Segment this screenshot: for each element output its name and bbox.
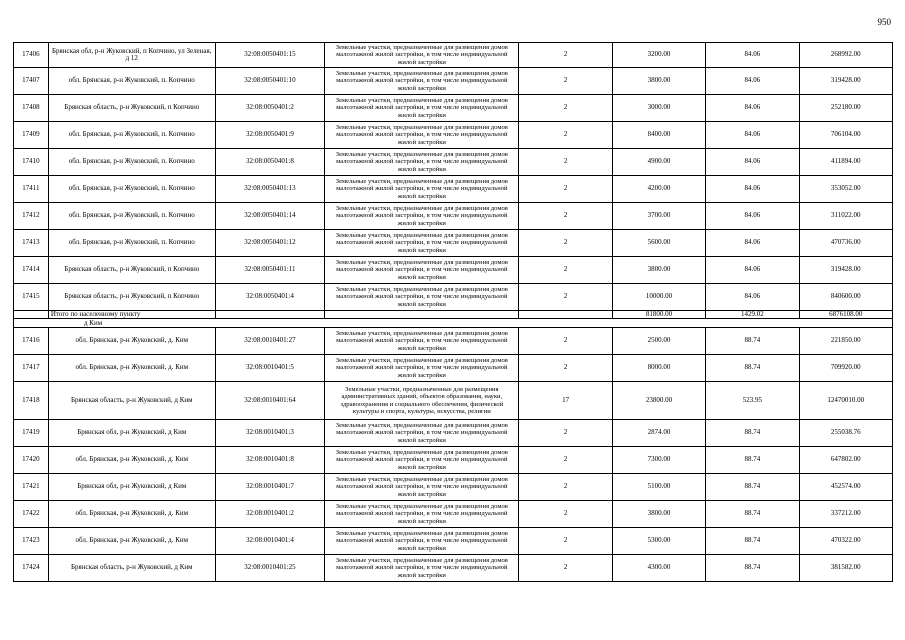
row-group: 2 bbox=[519, 68, 612, 95]
row-group: 2 bbox=[519, 355, 612, 382]
row-number: 17424 bbox=[14, 555, 49, 582]
row-address: Брянская область, р-н Жуковский, д Ким bbox=[48, 555, 215, 582]
table-total-section bbox=[14, 311, 893, 328]
row-cadastral-number: 32:08:0050401:9 bbox=[215, 122, 325, 149]
row-cadastral-value: 311022.00 bbox=[799, 203, 892, 230]
row-group: 2 bbox=[519, 474, 612, 501]
row-number: 17419 bbox=[14, 420, 49, 447]
row-area: 4200.00 bbox=[612, 176, 705, 203]
row-rate: 84.06 bbox=[706, 284, 799, 311]
table-row bbox=[14, 122, 893, 149]
table-row bbox=[14, 284, 893, 311]
row-cadastral-number: 32:08:0010401:3 bbox=[215, 420, 325, 447]
row-number: 17422 bbox=[14, 501, 49, 528]
row-number: 17409 bbox=[14, 122, 49, 149]
row-address: обл. Брянская, р-н Жуковский, п. Копчино bbox=[48, 149, 215, 176]
row-rate: 84.06 bbox=[706, 203, 799, 230]
row-land-purpose: Земельные участки, предназначенные для размещения домов малоэтажной жилой застройки, в том числе индивидуальной жилой застройки bbox=[325, 528, 519, 555]
row-land-purpose: Земельные участки, предназначенные для размещения домов малоэтажной жилой застройки, в том числе индивидуальной жилой застройки bbox=[325, 501, 519, 528]
row-cadastral-number: 32:08:0010401:7 bbox=[215, 474, 325, 501]
row-address: Брянская область, р-н Жуковский, п Копчино bbox=[48, 284, 215, 311]
row-group: 2 bbox=[519, 555, 612, 582]
row-cadastral-number: 32:08:0010401:64 bbox=[215, 382, 325, 420]
table-row bbox=[14, 149, 893, 176]
row-cadastral-value: 381582.00 bbox=[799, 555, 892, 582]
row-cadastral-number: 32:08:0050401:11 bbox=[215, 257, 325, 284]
row-address: обл. Брянская, р-н Жуковский, п. Копчино bbox=[48, 122, 215, 149]
row-cadastral-number: 32:08:0010401:4 bbox=[215, 528, 325, 555]
row-group: 2 bbox=[519, 149, 612, 176]
total-rate: 1429.02 bbox=[706, 311, 799, 319]
row-address: обл. Брянская, р-н Жуковский, д. Ким bbox=[48, 501, 215, 528]
row-rate: 88.74 bbox=[706, 474, 799, 501]
row-land-purpose: Земельные участки, предназначенные для размещения домов малоэтажной жилой застройки, в том числе индивидуальной жилой застройки bbox=[325, 257, 519, 284]
row-number: 17420 bbox=[14, 447, 49, 474]
row-group: 2 bbox=[519, 257, 612, 284]
row-rate: 84.06 bbox=[706, 257, 799, 284]
row-number: 17411 bbox=[14, 176, 49, 203]
row-address: обл. Брянская, р-н Жуковский, п. Копчино bbox=[48, 68, 215, 95]
row-cadastral-number: 32:08:0050401:8 bbox=[215, 149, 325, 176]
row-rate: 84.06 bbox=[706, 43, 799, 68]
row-cadastral-value: 470322.00 bbox=[799, 528, 892, 555]
row-number: 17423 bbox=[14, 528, 49, 555]
total-value: 6876108.00 bbox=[799, 311, 892, 319]
row-group: 2 bbox=[519, 122, 612, 149]
row-land-purpose: Земельные участки, предназначенные для размещения домов малоэтажной жилой застройки, в том числе индивидуальной жилой застройки bbox=[325, 284, 519, 311]
locality-name: д Ким bbox=[14, 319, 893, 328]
row-address: обл. Брянская, р-н Жуковский, п. Копчино bbox=[48, 176, 215, 203]
row-cadastral-value: 840600.00 bbox=[799, 284, 892, 311]
row-cadastral-number: 32:08:0050401:13 bbox=[215, 176, 325, 203]
row-cadastral-value: 411894.00 bbox=[799, 149, 892, 176]
row-number: 17415 bbox=[14, 284, 49, 311]
row-address: обл. Брянская, р-н Жуковский, п. Копчино bbox=[48, 230, 215, 257]
row-land-purpose: Земельные участки, предназначенные для размещения домов малоэтажной жилой застройки, в том числе индивидуальной жилой застройки bbox=[325, 68, 519, 95]
row-cadastral-value: 470736.00 bbox=[799, 230, 892, 257]
row-area: 8400.00 bbox=[612, 122, 705, 149]
row-cadastral-value: 319428.00 bbox=[799, 68, 892, 95]
row-group: 2 bbox=[519, 176, 612, 203]
row-rate: 84.06 bbox=[706, 122, 799, 149]
row-rate: 84.06 bbox=[706, 68, 799, 95]
row-cadastral-value: 353052.00 bbox=[799, 176, 892, 203]
table-row bbox=[14, 355, 893, 382]
row-number: 17410 bbox=[14, 149, 49, 176]
row-area: 23800.00 bbox=[612, 382, 705, 420]
row-rate: 84.06 bbox=[706, 176, 799, 203]
row-address: Брянская область, р-н Жуковский, п Копчино bbox=[48, 257, 215, 284]
total-empty-group bbox=[519, 311, 612, 319]
row-cadastral-number: 32:08:0050401:4 bbox=[215, 284, 325, 311]
row-address: Брянская область, р-н Жуковский, п Копчино bbox=[48, 95, 215, 122]
land-register-table bbox=[13, 42, 893, 582]
row-area: 3700.00 bbox=[612, 203, 705, 230]
row-area: 2500.00 bbox=[612, 328, 705, 355]
row-address: обл. Брянская, р-н Жуковский, д. Ким bbox=[48, 328, 215, 355]
row-number: 17408 bbox=[14, 95, 49, 122]
row-group: 2 bbox=[519, 284, 612, 311]
row-cadastral-number: 32:08:0050401:2 bbox=[215, 95, 325, 122]
row-address: Брянская обл, р-н Жуковский, д Ким bbox=[48, 420, 215, 447]
row-group: 2 bbox=[519, 203, 612, 230]
table-row bbox=[14, 230, 893, 257]
row-cadastral-value: 252180.00 bbox=[799, 95, 892, 122]
row-cadastral-number: 32:08:0010401:25 bbox=[215, 555, 325, 582]
row-cadastral-value: 452574.00 bbox=[799, 474, 892, 501]
row-rate: 88.74 bbox=[706, 501, 799, 528]
row-rate: 84.06 bbox=[706, 149, 799, 176]
row-area: 8000.00 bbox=[612, 355, 705, 382]
row-land-purpose: Земельные участки, предназначенные для размещения домов малоэтажной жилой застройки, в том числе индивидуальной жилой застройки bbox=[325, 328, 519, 355]
total-empty-num bbox=[14, 311, 49, 319]
row-number: 17406 bbox=[14, 43, 49, 68]
row-group: 2 bbox=[519, 420, 612, 447]
row-cadastral-number: 32:08:0050401:12 bbox=[215, 230, 325, 257]
row-number: 17413 bbox=[14, 230, 49, 257]
table-body-part2 bbox=[14, 328, 893, 582]
row-land-purpose: Земельные участки, предназначенные для размещения домов малоэтажной жилой застройки, в том числе индивидуальной жилой застройки bbox=[325, 176, 519, 203]
row-address: обл. Брянская, р-н Жуковский, д. Ким bbox=[48, 528, 215, 555]
row-land-purpose: Земельные участки, предназначенные для размещения домов малоэтажной жилой застройки, в том числе индивидуальной жилой застройки bbox=[325, 122, 519, 149]
row-area: 4900.00 bbox=[612, 149, 705, 176]
row-cadastral-value: 319428.00 bbox=[799, 257, 892, 284]
row-land-purpose: Земельные участки, предназначенные для размещения домов малоэтажной жилой застройки, в том числе индивидуальной жилой застройки bbox=[325, 474, 519, 501]
row-area: 3800.00 bbox=[612, 257, 705, 284]
row-cadastral-number: 32:08:0010401:5 bbox=[215, 355, 325, 382]
table-row bbox=[14, 257, 893, 284]
row-address: Брянская обл, р-н Жуковский, п Копчино, ул Зеленая, д 12 bbox=[48, 43, 215, 68]
row-rate: 88.74 bbox=[706, 447, 799, 474]
row-area: 2874.00 bbox=[612, 420, 705, 447]
row-address: обл. Брянская, р-н Жуковский, п. Копчино bbox=[48, 203, 215, 230]
total-row bbox=[14, 311, 893, 319]
total-area: 81800.00 bbox=[612, 311, 705, 319]
row-number: 17417 bbox=[14, 355, 49, 382]
table-row bbox=[14, 68, 893, 95]
row-group: 2 bbox=[519, 43, 612, 68]
table-row bbox=[14, 555, 893, 582]
row-number: 17418 bbox=[14, 382, 49, 420]
row-area: 4300.00 bbox=[612, 555, 705, 582]
row-area: 7300.00 bbox=[612, 447, 705, 474]
row-cadastral-number: 32:08:0010401:8 bbox=[215, 447, 325, 474]
row-cadastral-number: 32:08:0050401:10 bbox=[215, 68, 325, 95]
row-land-purpose: Земельные участки, предназначенные для размещения домов малоэтажной жилой застройки, в том числе индивидуальной жилой застройки bbox=[325, 355, 519, 382]
table-row bbox=[14, 328, 893, 355]
table-row bbox=[14, 43, 893, 68]
row-area: 3800.00 bbox=[612, 501, 705, 528]
row-land-purpose: Земельные участки, предназначенные для размещения домов малоэтажной жилой застройки, в том числе индивидуальной жилой застройки bbox=[325, 95, 519, 122]
row-number: 17416 bbox=[14, 328, 49, 355]
row-rate: 84.06 bbox=[706, 95, 799, 122]
page-number: 950 bbox=[877, 17, 891, 27]
total-empty-purpose bbox=[325, 311, 519, 319]
row-number: 17412 bbox=[14, 203, 49, 230]
row-address: Брянская область, р-н Жуковский, д Ким bbox=[48, 382, 215, 420]
total-label: Итого по населенному пункту bbox=[48, 311, 215, 319]
row-land-purpose: Земельные участки, предназначенные для размещения домов малоэтажной жилой застройки, в том числе индивидуальной жилой застройки bbox=[325, 203, 519, 230]
row-cadastral-value: 647802.00 bbox=[799, 447, 892, 474]
table-row bbox=[14, 447, 893, 474]
row-area: 3200.00 bbox=[612, 43, 705, 68]
table-row bbox=[14, 420, 893, 447]
row-rate: 88.74 bbox=[706, 528, 799, 555]
row-area: 5600.00 bbox=[612, 230, 705, 257]
row-area: 5100.00 bbox=[612, 474, 705, 501]
row-land-purpose: Земельные участки, предназначенные для размещения домов малоэтажной жилой застройки, в том числе индивидуальной жилой застройки bbox=[325, 149, 519, 176]
row-group: 17 bbox=[519, 382, 612, 420]
row-rate: 88.74 bbox=[706, 355, 799, 382]
row-land-purpose: Земельные участки, предназначенные для размещения административных зданий, объектов образования, науки, здравоохранения и социального обеспечения, физической культуры и спорта, культуры, искусства, религии bbox=[325, 382, 519, 420]
row-number: 17414 bbox=[14, 257, 49, 284]
table-row bbox=[14, 176, 893, 203]
row-rate: 84.06 bbox=[706, 230, 799, 257]
row-number: 17407 bbox=[14, 68, 49, 95]
row-land-purpose: Земельные участки, предназначенные для размещения домов малоэтажной жилой застройки, в том числе индивидуальной жилой застройки bbox=[325, 447, 519, 474]
row-group: 2 bbox=[519, 328, 612, 355]
table-row bbox=[14, 474, 893, 501]
row-group: 2 bbox=[519, 501, 612, 528]
row-group: 2 bbox=[519, 230, 612, 257]
table-row bbox=[14, 382, 893, 420]
row-group: 2 bbox=[519, 528, 612, 555]
row-cadastral-value: 12470010.00 bbox=[799, 382, 892, 420]
row-group: 2 bbox=[519, 95, 612, 122]
total-empty-cadastral bbox=[215, 311, 325, 319]
table-row bbox=[14, 501, 893, 528]
row-cadastral-number: 32:08:0050401:14 bbox=[215, 203, 325, 230]
row-cadastral-value: 337212.00 bbox=[799, 501, 892, 528]
row-land-purpose: Земельные участки, предназначенные для размещения домов малоэтажной жилой застройки, в том числе индивидуальной жилой застройки bbox=[325, 230, 519, 257]
table-body-part1 bbox=[14, 43, 893, 311]
row-rate: 523.95 bbox=[706, 382, 799, 420]
row-cadastral-value: 255038.76 bbox=[799, 420, 892, 447]
row-rate: 88.74 bbox=[706, 555, 799, 582]
row-cadastral-number: 32:08:0050401:15 bbox=[215, 43, 325, 68]
row-address: обл. Брянская, р-н Жуковский, д. Ким bbox=[48, 355, 215, 382]
locality-row bbox=[14, 319, 893, 328]
row-area: 3000.00 bbox=[612, 95, 705, 122]
row-cadastral-value: 268992.00 bbox=[799, 43, 892, 68]
row-area: 5300.00 bbox=[612, 528, 705, 555]
row-cadastral-number: 32:08:0010401:27 bbox=[215, 328, 325, 355]
row-cadastral-value: 706104.00 bbox=[799, 122, 892, 149]
table-row bbox=[14, 528, 893, 555]
row-address: Брянская обл, р-н Жуковский, д Ким bbox=[48, 474, 215, 501]
row-area: 3800.00 bbox=[612, 68, 705, 95]
row-rate: 88.74 bbox=[706, 328, 799, 355]
table-row bbox=[14, 95, 893, 122]
row-cadastral-value: 221850.00 bbox=[799, 328, 892, 355]
row-address: обл. Брянская, р-н Жуковский, д. Ким bbox=[48, 447, 215, 474]
row-area: 10000.00 bbox=[612, 284, 705, 311]
row-rate: 88.74 bbox=[706, 420, 799, 447]
row-number: 17421 bbox=[14, 474, 49, 501]
row-land-purpose: Земельные участки, предназначенные для размещения домов малоэтажной жилой застройки, в том числе индивидуальной жилой застройки bbox=[325, 555, 519, 582]
row-land-purpose: Земельные участки, предназначенные для размещения домов малоэтажной жилой застройки, в том числе индивидуальной жилой застройки bbox=[325, 43, 519, 68]
row-land-purpose: Земельные участки, предназначенные для размещения домов малоэтажной жилой застройки, в том числе индивидуальной жилой застройки bbox=[325, 420, 519, 447]
row-group: 2 bbox=[519, 447, 612, 474]
row-cadastral-number: 32:08:0010401:2 bbox=[215, 501, 325, 528]
table-row bbox=[14, 203, 893, 230]
row-cadastral-value: 709920.00 bbox=[799, 355, 892, 382]
